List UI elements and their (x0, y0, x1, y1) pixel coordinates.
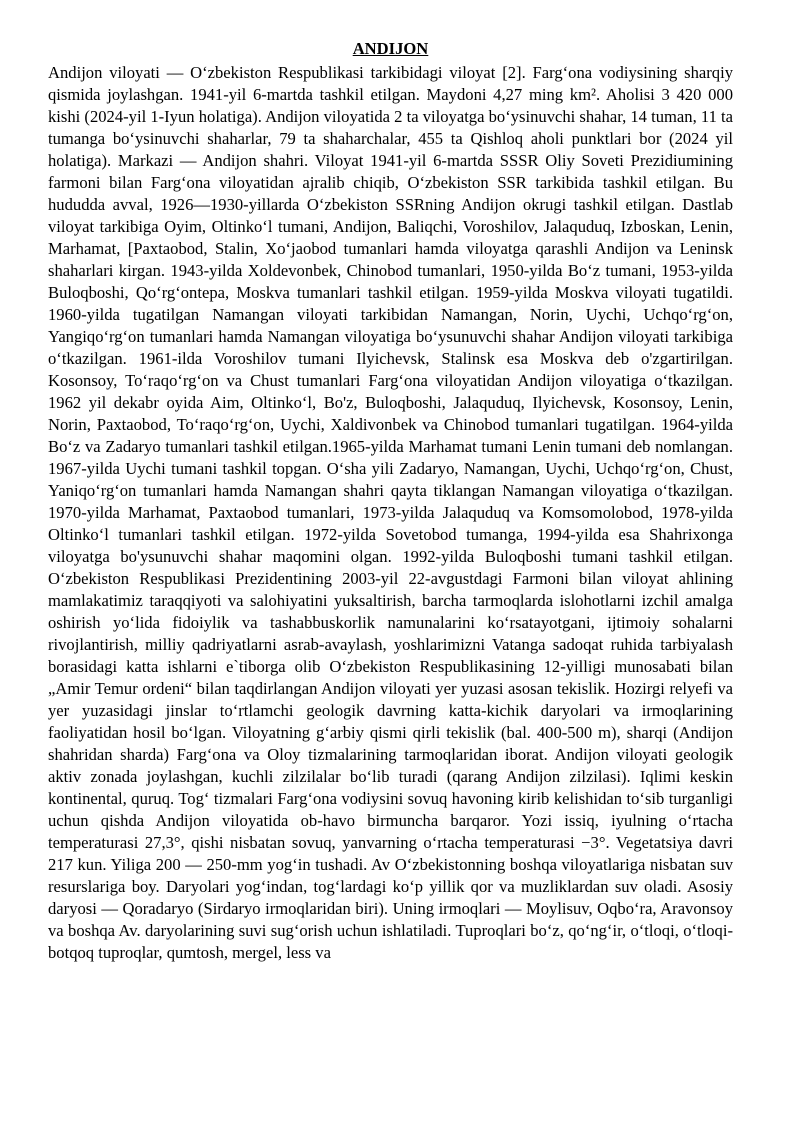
document-title: ANDIJON (352, 39, 429, 58)
document-page (48, 36, 733, 1116)
document-body: Andijon viloyati — Oʻzbekiston Respublikasi tarkibidagi viloyat [2]. Fargʻona vodiysining sharqiy qismida joylashgan. 1941-yil 6-martda tashkil etilgan. Maydoni 4,27 ming km². Aholisi 3 420 000 kishi (2024-yil 1-Iyun holatiga). Andijon viloyatida 2 ta viloyatga boʻysinuvchi shahar, 14 tuman, 11 ta tumanga boʻysinuvchi shaharlar, 79 ta shaharchalar, 455 ta Qishloq aholi punktlari bor (2024 yil holatiga). Markazi — Andijon shahri. Viloyat 1941-yil 6-martda SSSR Oliy Soveti Prezidiumining farmoni bilan Fargʻona viloyatidan ajralib chiqib, Oʻzbekiston SSR tarkibida tashkil etilgan. Bu hududda avval, 1926—1930-yillarda Oʻzbekiston SSRning Andijon okrugi tashkil etilgan. Dastlab viloyat tarkibiga Oyim, Oltinkoʻl tumani, Andijon, Baliqchi, Voroshilov, Jalaquduq, Izboskan, Lenin, Marhamat, [Paxtaobod, Stalin, Xoʻjaobod tumanlari hamda viloyatga qarashli Andijon va Leninsk shaharlari kirgan. 1943-yilda Xoldevonbek, Chinobod tumanlari, 1950-yilda Boʻz tumani, 1953-yilda Buloqboshi, Qoʻrgʻontepa, Moskva tumanlari tashkil etilgan. 1959-yilda Moskva viloyati tugatildi. 1960-yilda tugatilgan Namangan viloyati tarkibidan Namangan, Norin, Uychi, Uchqoʻrgʻon, Yangiqoʻrgʻon tumanlari hamda Namangan viloyatiga boʻysunuvchi shahar Andijon viloyati tarkibiga oʻtkazilgan. 1961-ilda Voroshilov tumani Ilyichevsk, Stalinsk esa Moskva deb o'zgartirilgan. Kosonsoy, Toʻraqoʻrgʻon va Chust tumanlari Fargʻona viloyatidan Andijon viloyatiga oʻtkazilgan. 1962 yil dekabr oyida Aim, Oltinkoʻl, Bo'z, Buloqboshi, Jalaquduq, Ilyichevsk, Kosonsoy, Lenin, Norin, Paxtaobod, Toʻraqoʻrgʻon, Uychi, Xaldivonbek va Chinobod tumanlari tugatilgan. 1964-yilda Boʻz va Zadaryo tumanlari tashkil etilgan.1965-yilda Marhamat tumani Lenin tumani deb nomlangan. 1967-yilda Uychi tumani tashkil topgan. Oʻsha yili Zadaryo, Namangan, Uychi, Uchqoʻrgʻon, Chust, Yaniqoʻrgʻon tumanlari hamda Namangan shahri qayta tiklangan Namangan viloyatiga oʻtkazilgan. 1970-yilda Marhamat, Paxtaobod tumanlari, 1973-yilda Jalaquduq va Komsomolobod, 1978-yilda Oltinkoʻl tumanlari tashkil etilgan. 1972-yilda Sovetobod tumanga, 1994-yilda esa Shahrixonga viloyatga bo'ysunuvchi shahar maqomini olgan. 1992-yilda Buloqboshi tumani tashkil etilgan. Oʻzbekiston Respublikasi Prezidentining 2003-yil 22-avgustdagi Farmoni bilan viloyat ahlining mamlakatimiz taraqqiyoti va salohiyatini yuksaltirish, barcha tarmoqlarda islohotlarni izchil amalga oshirish yoʻlida fidoiylik va tashabbuskorlik namunalarini koʻrsatayotgani, ijtimoiy sohalarni rivojlantirish, milliy qadriyatlarni asrab-avaylash, yoshlarimizni Vatanga sadoqat ruhida tarbiyalash borasidagi katta ishlarni e`tiborga olib Oʻzbekiston Respublikasining 12-yilligi munosabati bilan „Amir Temur ordeni“ bilan taqdirlangan Andijon viloyati yer yuzasi asosan tekislik. Hozirgi relyefi va yer yuzasidagi jinslar toʻrtlamchi geologik davrning katta-kichik daryolari va irmoqlarining faoliyatidan hosil boʻlgan. Viloyatning gʻarbiy qismi qirli tekislik (bal. 400-500 m), sharqi (Andijon shahridan sharda) Fargʻona va Oloy tizmalarining tarmoqlaridan iborat. Andijon viloyati geologik aktiv zonada joylashgan, kuchli zilzilalar boʻlib turadi (qarang Andijon zilzilasi). Iqlimi keskin kontinental, quruq. Togʻ tizmalari Fargʻona vodiysini sovuq havoning kirib kelishidan toʻsib turganligi uchun qishda Andijon viloyatida ob-havo birmuncha barqaror. Yozi issiq, iyulning oʻrtacha temperaturasi 27,3°, qishi nisbatan sovuq, yanvarning oʻrtacha temperaturasi −3°. Vegetatsiya davri 217 kun. Yiliga 200 — 250-mm yogʻin tushadi. Av Oʻzbekistonning boshqa viloyatlariga nisbatan suv resurslariga boy. Daryolari yogʻindan, togʻlardagi koʻp yillik qor va muzliklardan suv oladi. Asosiy daryosi — Qoradaryo (Sirdaryo irmoqlaridan biri). Uning irmoqlari — Moylisuv, Oqboʻra, Aravonsoy va boshqa Av. daryolarining suvi sugʻorish uchun ishlatiladi. Tuproqlari boʻz, qoʻngʻir, oʻtloqi, oʻtloqi-botqoq tuproqlar, qumtosh, mergel, less va (48, 63, 733, 962)
